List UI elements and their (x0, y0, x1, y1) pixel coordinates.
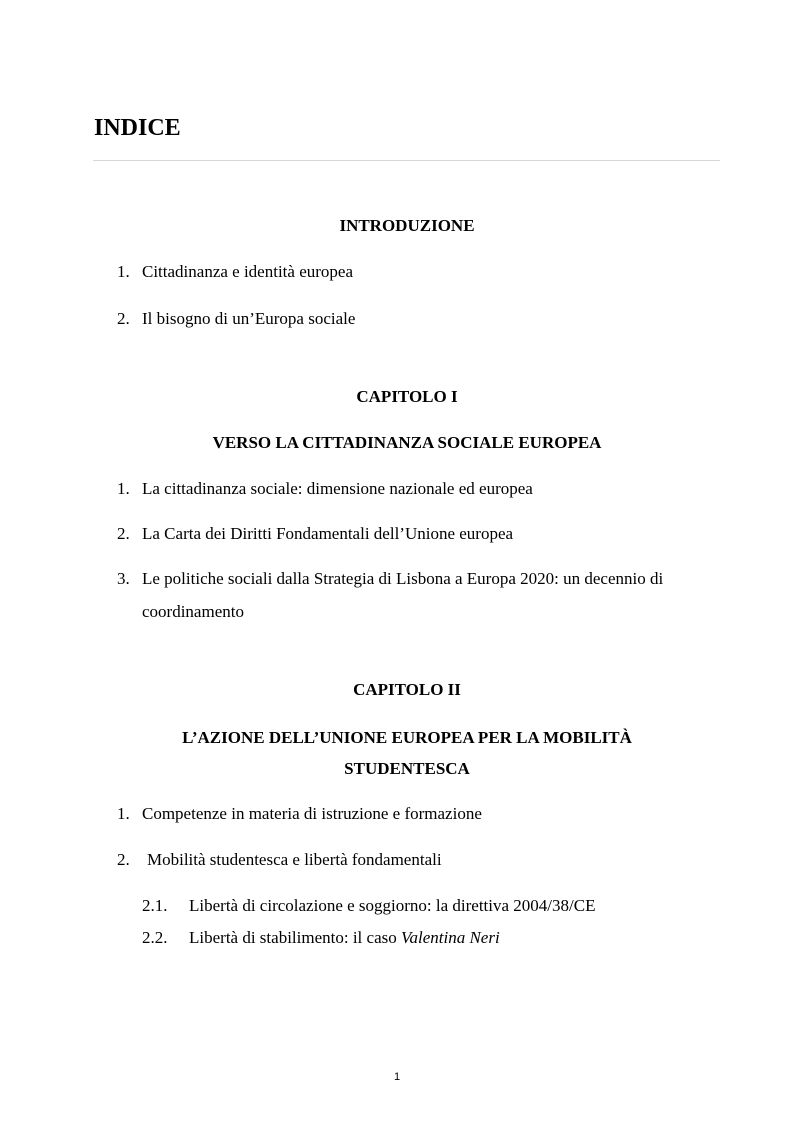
toc-subitem-text-wrap (189, 926, 500, 950)
toc-item-number: 1. (117, 804, 130, 823)
case-name-italic: Valentina Neri (400, 928, 500, 947)
toc-item-text: Mobilità studentesca e libertà fondamentali (147, 850, 442, 869)
title-divider (93, 160, 720, 161)
toc-item-text: Le politiche sociali dalla Strategia di Lisbona a Europa 2020: un decennio di coordinamento (142, 569, 664, 621)
toc-item-text: Cittadinanza e identità europea (142, 262, 353, 281)
toc-item-number: 1. (117, 479, 130, 498)
toc-item-text: Il bisogno di un’Europa sociale (142, 309, 356, 328)
index-title: INDICE (94, 115, 181, 141)
toc-subitem-text: Libertà di circolazione e soggiorno: la direttiva 2004/38/CE (189, 896, 596, 915)
toc-item-text: La Carta dei Diritti Fondamentali dell’Unione europea (142, 524, 514, 543)
page-number: 1 (393, 1071, 401, 1083)
chapter1-label: CAPITOLO I (356, 387, 458, 406)
toc-item-number: 2. (117, 524, 130, 543)
chapter2-title-line2: STUDENTESCA (344, 759, 470, 778)
toc-item-text: La cittadinanza sociale: dimensione nazionale ed europea (142, 479, 533, 498)
introduzione-heading: INTRODUZIONE (339, 216, 475, 235)
chapter1-title: VERSO LA CITTADINANZA SOCIALE EUROPEA (212, 433, 602, 452)
chapter2-title-line1: L’AZIONE DELL’UNIONE EUROPEA PER LA MOBILITÀ (182, 728, 632, 747)
chapter2-label: CAPITOLO II (353, 680, 461, 699)
toc-item-number: 2. (117, 850, 130, 869)
toc-subitem-text: Libertà di stabilimento: il caso (189, 928, 401, 947)
toc-item-number: 1. (117, 262, 130, 281)
toc-item-number: 3. (117, 569, 130, 588)
toc-item-text: Competenze in materia di istruzione e formazione (142, 804, 482, 823)
toc-subitem-number: 2.1. (142, 896, 168, 915)
toc-item-number: 2. (117, 309, 130, 328)
toc-subitem-number: 2.2. (142, 928, 168, 947)
